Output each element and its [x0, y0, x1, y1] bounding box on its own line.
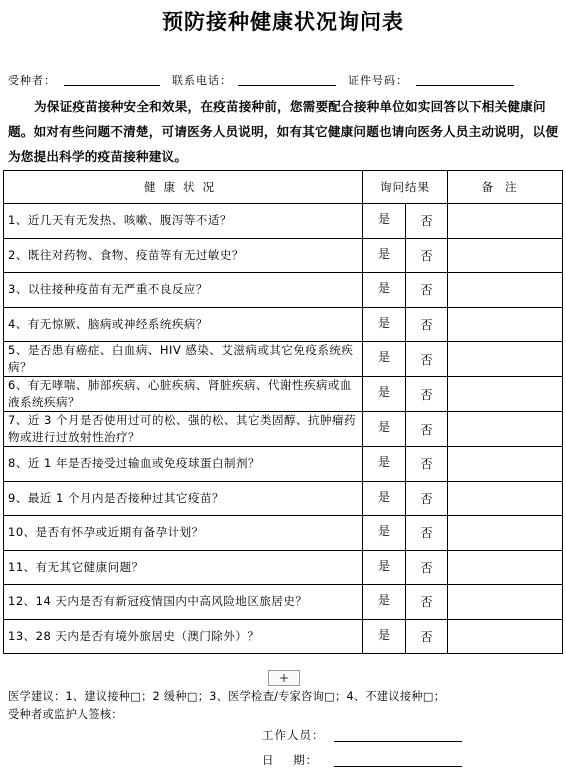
- question-row: [4, 377, 563, 412]
- questions-body: [4, 204, 563, 654]
- recipient-label: 受种者：: [8, 74, 56, 87]
- add-row-button[interactable]: +: [268, 670, 300, 686]
- question-text: 8、近 1 年是否接受过输血或免疫球蛋白制剂？: [4, 447, 363, 482]
- remark-cell[interactable]: [448, 342, 563, 377]
- answer-yes[interactable]: 是: [363, 447, 406, 482]
- phone-field[interactable]: [238, 85, 336, 86]
- answer-no[interactable]: 否: [406, 307, 448, 342]
- question-row: [4, 585, 563, 620]
- question-row: [4, 481, 563, 516]
- question-text: 2、既往对药物、食物、疫苗等有无过敏史？: [4, 238, 363, 273]
- remark-cell[interactable]: [448, 619, 563, 654]
- answer-no[interactable]: 否: [406, 585, 448, 620]
- remark-cell[interactable]: [448, 238, 563, 273]
- date-label: 日 期：: [262, 753, 319, 767]
- remark-cell[interactable]: [448, 377, 563, 412]
- question-row: [4, 516, 563, 551]
- remark-cell[interactable]: [448, 412, 563, 447]
- guardian-signature-label: 受种者或监护人签核：: [8, 708, 123, 721]
- answer-yes[interactable]: 是: [363, 238, 406, 273]
- answer-no[interactable]: 否: [406, 342, 448, 377]
- recipient-info-row: [8, 70, 560, 88]
- question-text: 1、近几天有无发热、咳嗽、腹泻等不适？: [4, 204, 363, 239]
- health-inquiry-table: [3, 170, 563, 654]
- remark-cell[interactable]: [448, 481, 563, 516]
- answer-no[interactable]: 否: [406, 447, 448, 482]
- answer-no[interactable]: 否: [406, 550, 448, 585]
- recipient-field[interactable]: [64, 85, 160, 86]
- remark-cell[interactable]: [448, 307, 563, 342]
- question-text: 5、是否患有癌症、白血病、HIV 感染、艾滋病或其它免疫系统疾病？: [4, 342, 363, 377]
- id-label: 证件号码：: [348, 74, 408, 87]
- form-title: 预防接种健康状况询问表: [162, 9, 404, 34]
- answer-no[interactable]: 否: [406, 238, 448, 273]
- answer-no[interactable]: 否: [406, 619, 448, 654]
- answer-yes[interactable]: 是: [363, 377, 406, 412]
- answer-yes[interactable]: 是: [363, 516, 406, 551]
- remark-cell[interactable]: [448, 273, 563, 308]
- advice-text: 医学建议：1、建议接种□；2 缓种□；3、医学检查/专家咨询□；4、不建议接种□；: [8, 690, 446, 703]
- answer-yes[interactable]: 是: [363, 550, 406, 585]
- question-row: [4, 238, 563, 273]
- answer-yes[interactable]: 是: [363, 307, 406, 342]
- question-text: 13、28 天内是否有境外旅居史（澳门除外）？: [4, 619, 363, 654]
- phone-label: 联系电话：: [172, 74, 232, 87]
- question-row: [4, 550, 563, 585]
- answer-no[interactable]: 否: [406, 273, 448, 308]
- header-health-status: 健康状况: [4, 171, 363, 204]
- question-row: [4, 273, 563, 308]
- question-text: 11、有无其它健康问题？: [4, 550, 363, 585]
- date-field[interactable]: [334, 766, 462, 767]
- medical-advice: [8, 688, 564, 724]
- remark-cell[interactable]: [448, 550, 563, 585]
- remark-cell[interactable]: [448, 585, 563, 620]
- answer-no[interactable]: 否: [406, 204, 448, 239]
- answer-yes[interactable]: 是: [363, 273, 406, 308]
- answer-no[interactable]: 否: [406, 377, 448, 412]
- question-text: 4、有无惊厥、脑病或神经系统疾病？: [4, 307, 363, 342]
- answer-yes[interactable]: 是: [363, 342, 406, 377]
- id-field[interactable]: [416, 85, 514, 86]
- question-row: [4, 204, 563, 239]
- question-row: [4, 447, 563, 482]
- question-text: 10、是否有怀孕或近期有备孕计划？: [4, 516, 363, 551]
- remark-cell[interactable]: [448, 447, 563, 482]
- answer-no[interactable]: 否: [406, 516, 448, 551]
- intro-paragraph: 为保证疫苗接种安全和效果，在疫苗接种前，您需要配合接种单位如实回答以下相关健康问题。如对有些问题不清楚，可请医务人员说明，如有其它健康问题也请向医务人员主动说明，以便为您提出科学的疫苗接种建议。: [8, 99, 559, 164]
- remark-cell[interactable]: [448, 516, 563, 551]
- question-row: [4, 342, 563, 377]
- answer-yes[interactable]: 是: [363, 481, 406, 516]
- header-remark: 备注: [448, 171, 563, 204]
- answer-yes[interactable]: 是: [363, 585, 406, 620]
- answer-no[interactable]: 否: [406, 481, 448, 516]
- answer-yes[interactable]: 是: [363, 412, 406, 447]
- header-inquiry-result: 询问结果: [363, 171, 448, 204]
- answer-yes[interactable]: 是: [363, 204, 406, 239]
- question-text: 9、最近 1 个月内是否接种过其它疫苗？: [4, 481, 363, 516]
- question-row: [4, 619, 563, 654]
- question-text: 3、以往接种疫苗有无严重不良反应？: [4, 273, 363, 308]
- staff-label: 工作人员：: [262, 728, 325, 742]
- question-row: [4, 412, 563, 447]
- remark-cell[interactable]: [448, 204, 563, 239]
- staff-signature-field[interactable]: [334, 741, 462, 742]
- question-row: [4, 307, 563, 342]
- answer-no[interactable]: 否: [406, 412, 448, 447]
- answer-yes[interactable]: 是: [363, 619, 406, 654]
- question-text: 12、14 天内是否有新冠疫情国内中高风险地区旅居史？: [4, 585, 363, 620]
- question-text: 7、近 3 个月是否使用过可的松、强的松、其它类固醇、抗肿瘤药物或进行过放射性治疗？: [4, 412, 363, 447]
- question-text: 6、有无哮喘、肺部疾病、心脏疾病、肾脏疾病、代谢性疾病或血液系统疾病？: [4, 377, 363, 412]
